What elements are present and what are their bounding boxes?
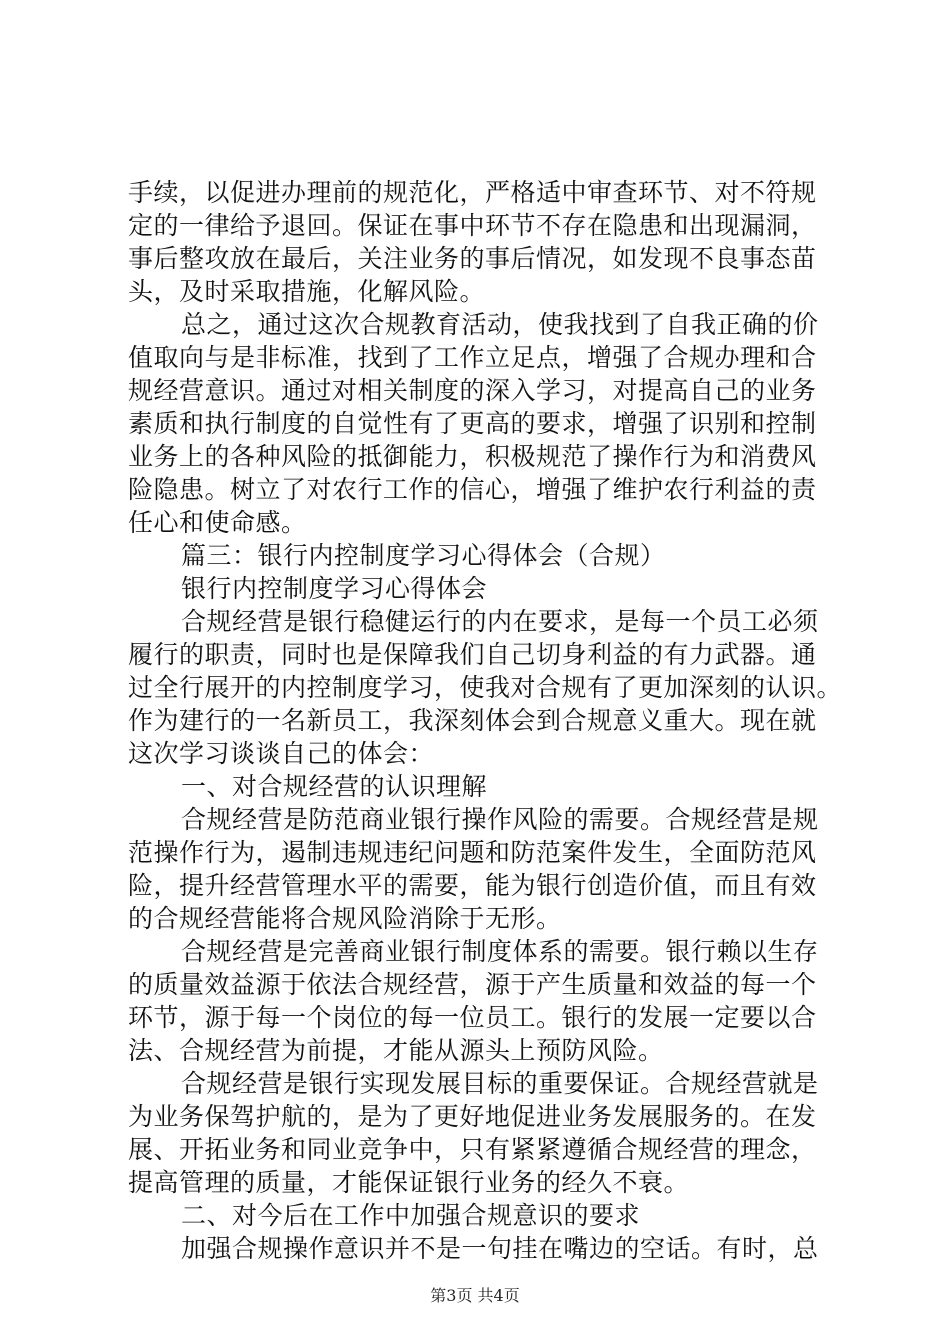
text-line: 范操作行为，遏制违规违纪问题和防范案件发生，全面防范风 — [128, 838, 817, 867]
text-line: 展、开拓业务和同业竞争中，只有紧紧遵循合规经营的理念， — [128, 1135, 817, 1164]
text-line: 作为建行的一名新员工，我深刻体会到合规意义重大。现在就 — [128, 706, 817, 735]
text-line: 值取向与是非标准，找到了工作立足点，增强了合规办理和合 — [128, 343, 817, 372]
text-line: 头，及时采取措施，化解风险。 — [128, 277, 486, 306]
text-line: 过全行展开的内控制度学习，使我对合规有了更加深刻的认识。 — [128, 673, 843, 702]
text-line: 为业务保驾护航的，是为了更好地促进业务发展服务的。在发 — [128, 1102, 817, 1131]
text-line: 加强合规操作意识并不是一句挂在嘴边的空话。有时，总 — [181, 1234, 819, 1263]
text-line: 合规经营是银行实现发展目标的重要保证。合规经营就是 — [181, 1069, 819, 1098]
text-line: 定的一律给予退回。保证在事中环节不存在隐患和出现漏洞， — [128, 211, 817, 240]
text-line: 提高管理的质量，才能保证银行业务的经久不衰。 — [128, 1168, 690, 1197]
text-line: 的质量效益源于依法合规经营，源于产生质量和效益的每一个 — [128, 970, 817, 999]
text-line: 险，提升经营管理水平的需要，能为银行创造价值，而且有效 — [128, 871, 817, 900]
text-line: 素质和执行制度的自觉性有了更高的要求，增强了识别和控制 — [128, 409, 817, 438]
subsection-heading: 一、对合规经营的认识理解 — [181, 772, 488, 801]
text-line: 这次学习谈谈自己的体会： — [128, 739, 435, 768]
text-line: 规经营意识。通过对相关制度的深入学习，对提高自己的业务 — [128, 376, 817, 405]
section-subtitle: 银行内控制度学习心得体会 — [181, 574, 488, 603]
text-line: 的合规经营能将合规风险消除于无形。 — [128, 904, 562, 933]
text-line: 手续，以促进办理前的规范化，严格适中审查环节、对不符规 — [128, 178, 817, 207]
text-line: 合规经营是防范商业银行操作风险的需要。合规经营是规 — [181, 805, 819, 834]
text-line: 履行的职责，同时也是保障我们自己切身利益的有力武器。通 — [128, 640, 817, 669]
text-line: 任心和使命感。 — [128, 508, 307, 537]
text-line: 总之，通过这次合规教育活动，使我找到了自我正确的价 — [181, 310, 819, 339]
section-heading: 篇三：银行内控制度学习心得体会（合规） — [181, 541, 666, 570]
text-line: 业务上的各种风险的抵御能力，积极规范了操作行为和消费风 — [128, 442, 817, 471]
text-line: 事后整攻放在最后，关注业务的事后情况，如发现不良事态苗 — [128, 244, 817, 273]
text-line: 合规经营是完善商业银行制度体系的需要。银行赖以生存 — [181, 937, 819, 966]
text-line: 险隐患。树立了对农行工作的信心，增强了维护农行利益的责 — [128, 475, 817, 504]
page-footer: 第3页 共4页 — [430, 1286, 520, 1305]
subsection-heading: 二、对今后在工作中加强合规意识的要求 — [181, 1201, 641, 1230]
text-line: 法、合规经营为前提，才能从源头上预防风险。 — [128, 1036, 664, 1065]
text-line: 合规经营是银行稳健运行的内在要求，是每一个员工必须 — [181, 607, 819, 636]
text-line: 环节，源于每一个岗位的每一位员工。银行的发展一定要以合 — [128, 1003, 817, 1032]
